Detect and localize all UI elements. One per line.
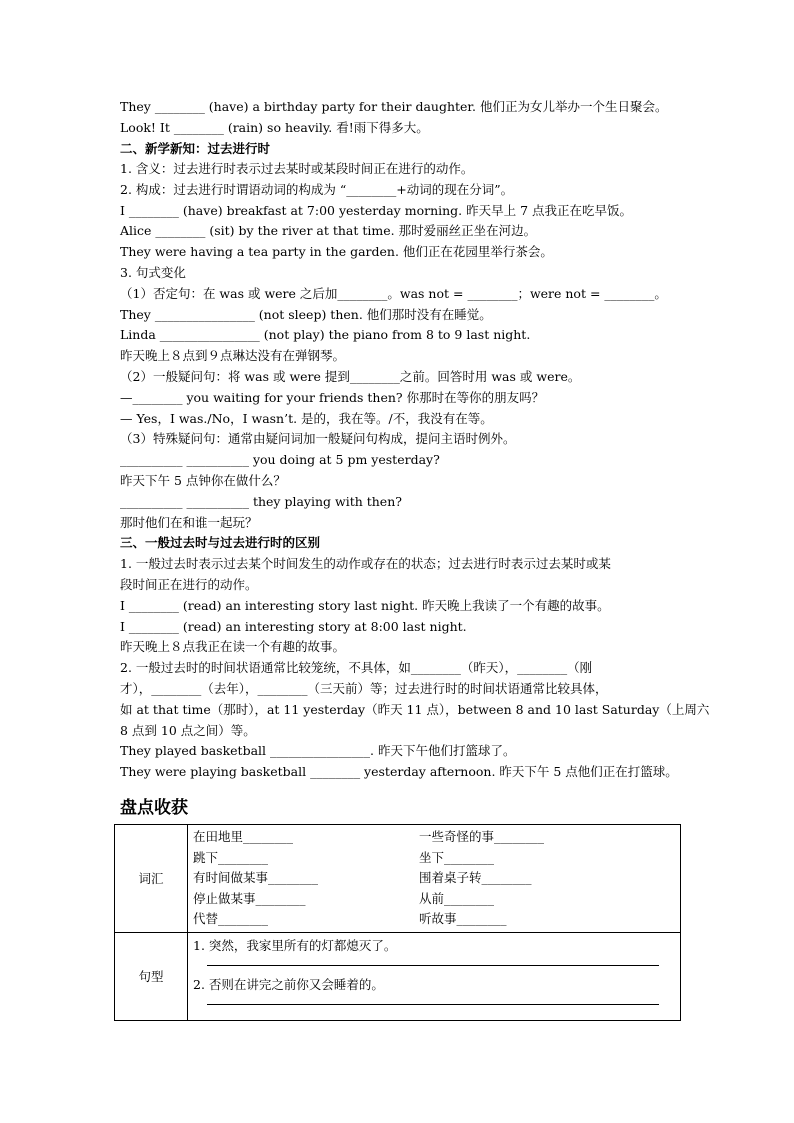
text-line: 昨天晚上８点到９点琳达没有在弹钢琴。 (120, 348, 346, 363)
text-line: They ________________ (not sleep) then. 他们那时没有在睡觉。 (120, 307, 492, 322)
text-line: I ________ (read) an interesting story at 8:00 last night. (120, 619, 467, 634)
vocab-row (115, 825, 681, 933)
text-line: Alice ________ (sit) by the river at that time. 那时爱丽丝正坐在河边。 (120, 223, 537, 238)
text-line: 昨天下午 5 点钟你在做什么？ (120, 473, 286, 488)
sentence-cell (188, 932, 681, 1020)
vocab-item: 在田地里________ (193, 829, 294, 844)
text-line: 1. 一般过去时表示过去某个时间发生的动作或存在的状态；过去进行时表示过去某时或某 (120, 556, 611, 571)
text-line: —________ you waiting for your friends then? 你那时在等你的朋友吗？ (120, 390, 545, 405)
sentence-prompt: 1. 突然，我家里所有的灯都熄灭了。 (193, 937, 397, 953)
text-line: （2）一般疑问句：将 was 或 were 提到________之前。回答时用 was 或 were。 (120, 369, 581, 384)
text-line: 昨天晚上８点我正在读一个有趣的故事。 (120, 639, 346, 654)
text-line: 3. 句式变化 (120, 265, 186, 280)
text-line: 如 at that time（那时），at 11 yesterday（昨天 11 点），between 8 and 10 last Saturday（上周六 (120, 702, 710, 717)
vocab-item: 从前________ (419, 890, 495, 906)
text-line: They played basketball ________________. 昨天下午他们打篮球了。 (120, 743, 516, 758)
text-line: 2. 构成：过去进行时谓语动词的构成为 “________+动词的现在分词”。 (120, 182, 514, 197)
text-line: — Yes，I was./No，I wasn’t. 是的，我在等。/不，我没有在等。 (120, 411, 493, 426)
vocab-item: 坐下________ (419, 849, 495, 865)
vocab-label: 词汇 (115, 825, 188, 933)
summary-table (114, 824, 681, 1021)
answer-line (207, 995, 659, 1005)
text-line: 段时间正在进行的动作。 (120, 577, 258, 592)
answer-line (207, 956, 659, 966)
sentence-prompt: 2. 否则在讲完之前你又会睡着的。 (193, 976, 384, 992)
text-line: Look! It ________ (rain) so heavily. 看!雨下得多大。 (120, 120, 429, 135)
text-line: I ________ (have) breakfast at 7:00 yesterday morning. 昨天早上 7 点我正在吃早饭。 (120, 203, 633, 218)
section-heading: 二、新学新知：过去进行时 (120, 141, 271, 156)
sentence-row (115, 932, 681, 1020)
vocab-item: 有时间做某事________ (193, 870, 319, 886)
vocab-item: 代替________ (193, 911, 269, 927)
text-line: __________ __________ they playing with then? (120, 494, 402, 509)
sentence-label: 句型 (115, 932, 188, 1020)
section-heading: 三、一般过去时与过去进行时的区别 (120, 535, 321, 550)
vocab-item: 一些奇怪的事________ (419, 829, 545, 844)
text-line: 8 点到 10 点之间）等。 (120, 723, 256, 738)
text-line: __________ __________ you doing at 5 pm yesterday? (120, 452, 440, 467)
vocab-item: 听故事________ (419, 911, 507, 927)
vocab-cell (188, 825, 681, 933)
summary-title: 盘点收获 (120, 798, 188, 818)
text-line: They ________ (have) a birthday party for their daughter. 他们正为女儿举办一个生日聚会。 (120, 99, 668, 114)
text-line: 1. 含义：过去进行时表示过去某时或某段时间正在进行的动作。 (120, 161, 474, 176)
text-line: 2. 一般过去时的时间状语通常比较笼统，不具体，如________（昨天），________（刚 (120, 660, 593, 675)
text-line: （3）特殊疑问句：通常由疑问词加一般疑问句构成，提问主语时例外。 (120, 431, 516, 446)
text-line: Linda ________________ (not play) the piano from 8 to 9 last night. (120, 327, 531, 342)
text-line: （1）否定句：在 was 或 were 之后加________。was not = ________；were not = ________。 (120, 286, 667, 301)
vocab-item: 停止做某事________ (193, 890, 306, 906)
text-line: 那时他们在和谁一起玩？ (120, 515, 258, 530)
vocab-item: 围着桌子转________ (419, 870, 532, 886)
text-line: I ________ (read) an interesting story last night. 昨天晚上我读了一个有趣的故事。 (120, 598, 610, 613)
vocab-item: 跳下________ (193, 849, 269, 865)
text-line: They were having a tea party in the garden. 他们正在花园里举行茶会。 (120, 244, 553, 259)
text-line: They were playing basketball ________ yesterday afternoon. 昨天下午 5 点他们正在打篮球。 (120, 764, 678, 779)
text-line: 才），________（去年），________（三天前）等；过去进行时的时间状语通常比较具体， (120, 681, 608, 696)
